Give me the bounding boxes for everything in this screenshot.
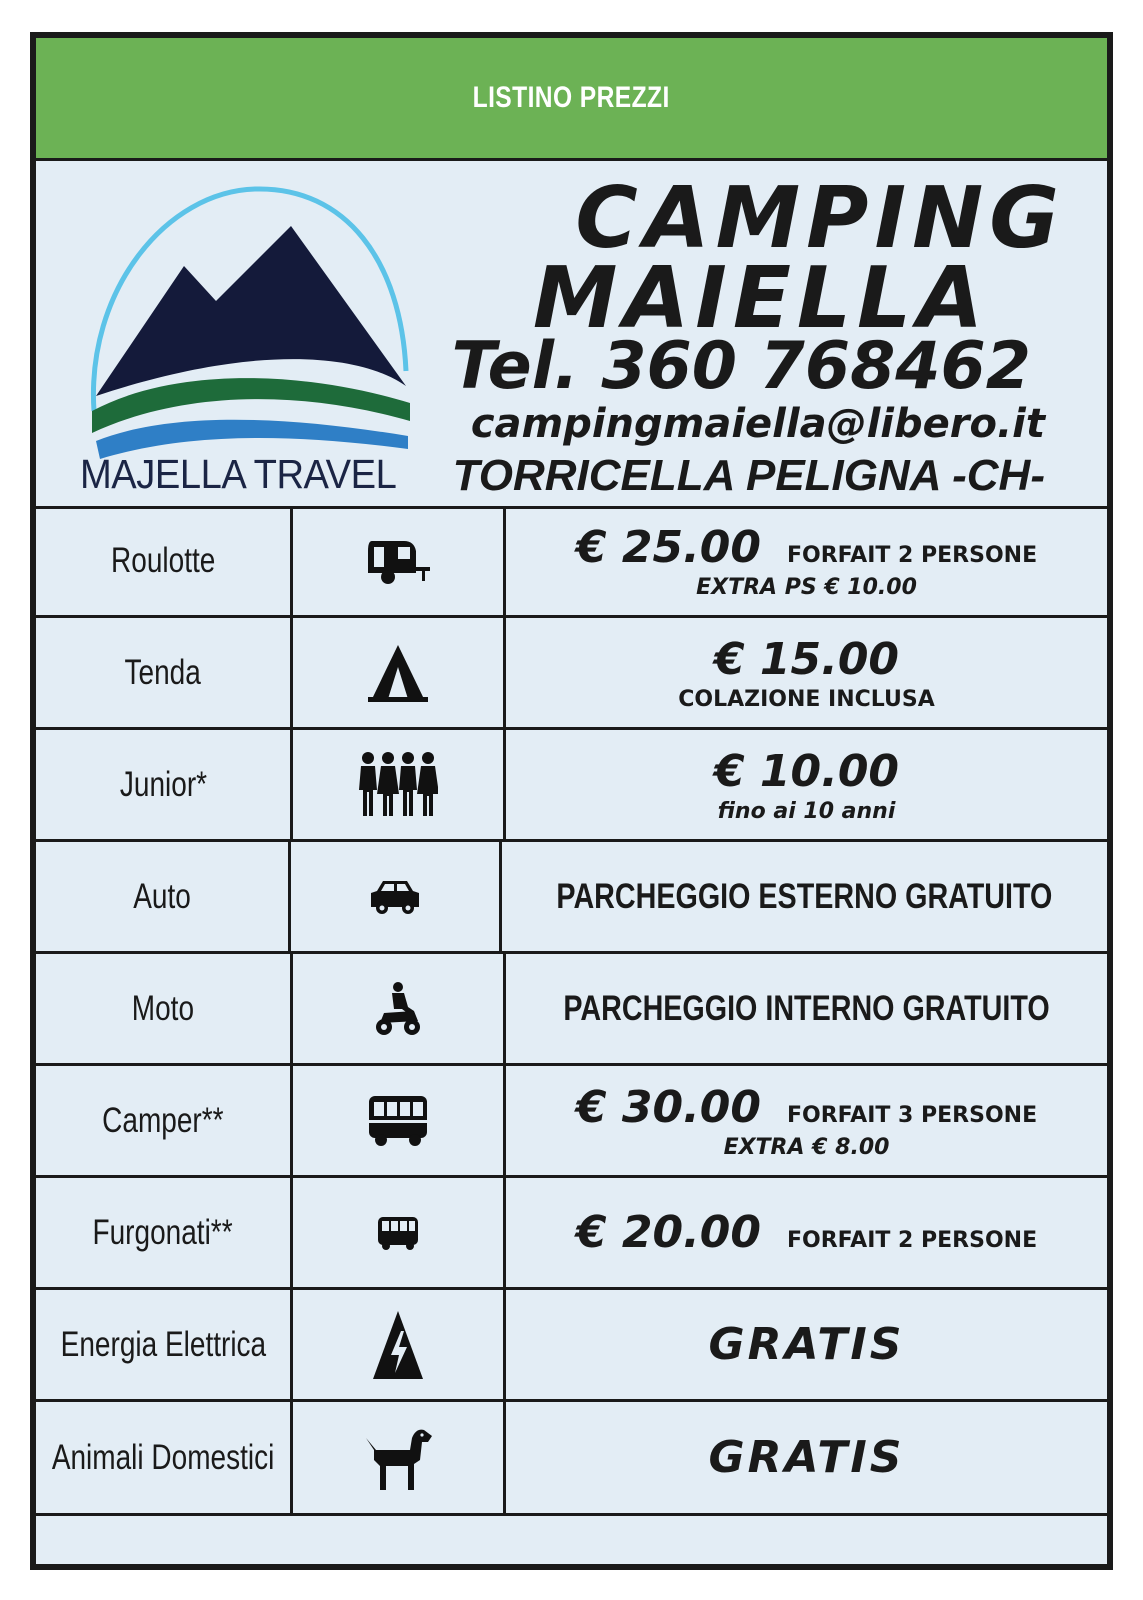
- header: [36, 161, 1107, 509]
- parking-text: PARCHEGGIO ESTERNO GRATUITO: [556, 876, 1053, 916]
- row-name-cell: [36, 730, 293, 839]
- row-name: Furgonati**: [92, 1212, 234, 1252]
- price-extra: EXTRA € 8.00: [723, 1134, 890, 1160]
- tent-icon: [366, 641, 430, 705]
- maiella-title: MAIELLA: [532, 249, 989, 348]
- row-name-cell: [36, 842, 291, 951]
- email-address: campingmaiella@libero.it: [470, 401, 1045, 447]
- row-price-cell: [506, 954, 1107, 1063]
- row-name: Tenda: [124, 652, 202, 692]
- row-name: Auto: [133, 876, 191, 916]
- row-icon-cell: [293, 1402, 506, 1513]
- row-name: Roulotte: [110, 540, 216, 580]
- parking-text: PARCHEGGIO INTERNO GRATUITO: [563, 988, 1050, 1028]
- row-price-cell: [506, 1290, 1107, 1399]
- phone-number: Tel. 360 768462: [451, 329, 1031, 404]
- location-text: TORRICELLA PELIGNA -CH-: [452, 451, 1045, 500]
- table-row: [36, 1402, 1107, 1516]
- banner-title: LISTINO PREZZI: [472, 81, 671, 114]
- price-value: € 30.00: [575, 1081, 761, 1133]
- van-icon: [376, 1215, 420, 1251]
- free-label: GRATIS: [708, 1432, 905, 1483]
- row-name-cell: [36, 618, 293, 727]
- row-icon-cell: [293, 1178, 506, 1287]
- table-row: [36, 842, 1107, 954]
- electricity-icon: [371, 1309, 425, 1381]
- row-icon-cell: [293, 1066, 506, 1175]
- price-note: FORFAIT 3 PERSONE: [787, 1102, 1038, 1128]
- price-table: [36, 506, 1107, 1516]
- row-name-cell: [36, 954, 293, 1063]
- table-row: [36, 618, 1107, 730]
- row-name-cell: [36, 506, 293, 615]
- price-note: FORFAIT 2 PERSONE: [787, 542, 1038, 568]
- caravan-icon: [364, 535, 432, 587]
- row-price-cell: [506, 1066, 1107, 1175]
- free-label: GRATIS: [708, 1319, 905, 1370]
- row-name: Moto: [131, 988, 195, 1028]
- bus-icon: [367, 1094, 429, 1148]
- row-name-cell: [36, 1290, 293, 1399]
- price-extra: EXTRA PS € 10.00: [696, 574, 917, 600]
- row-name: Animali Domestici: [51, 1437, 275, 1477]
- dog-icon: [362, 1424, 434, 1492]
- row-icon-cell: [293, 730, 506, 839]
- children-icon: [358, 750, 438, 820]
- row-icon-cell: [293, 1290, 506, 1399]
- table-row: [36, 506, 1107, 618]
- price-note: FORFAIT 2 PERSONE: [787, 1228, 1038, 1253]
- row-price-cell: [506, 618, 1107, 727]
- price-sub: COLAZIONE INCLUSA: [678, 686, 935, 712]
- table-row: [36, 1290, 1107, 1402]
- motorcycle-icon: [374, 981, 422, 1037]
- row-price-cell: [506, 506, 1107, 615]
- table-row: [36, 954, 1107, 1066]
- price-value: € 15.00: [713, 633, 900, 685]
- table-row: [36, 730, 1107, 842]
- row-icon-cell: [291, 842, 502, 951]
- logo-text: MAJELLA TRAVEL: [80, 451, 397, 497]
- title-banner: [36, 38, 1107, 161]
- price-value: € 25.00: [575, 521, 761, 573]
- price-value: € 10.00: [713, 745, 900, 797]
- price-list-frame: [30, 32, 1113, 1570]
- row-name-cell: [36, 1402, 293, 1513]
- row-name: Camper**: [102, 1100, 224, 1140]
- row-price-cell: [506, 1178, 1107, 1287]
- row-price-cell: [502, 842, 1107, 951]
- row-name-cell: [36, 1178, 293, 1287]
- row-name: Energia Elettrica: [60, 1324, 266, 1364]
- row-icon-cell: [293, 954, 506, 1063]
- car-icon: [367, 877, 423, 917]
- camping-title: CAMPING: [575, 169, 1065, 268]
- table-row: [36, 1066, 1107, 1178]
- price-value: € 20.00: [575, 1207, 761, 1258]
- row-price-cell: [506, 1402, 1107, 1513]
- row-price-cell: [506, 730, 1107, 839]
- table-row: [36, 1178, 1107, 1290]
- row-name-cell: [36, 1066, 293, 1175]
- row-icon-cell: [293, 506, 506, 615]
- price-sub: fino ai 10 anni: [717, 798, 896, 824]
- row-name: Junior*: [119, 764, 207, 804]
- row-icon-cell: [293, 618, 506, 727]
